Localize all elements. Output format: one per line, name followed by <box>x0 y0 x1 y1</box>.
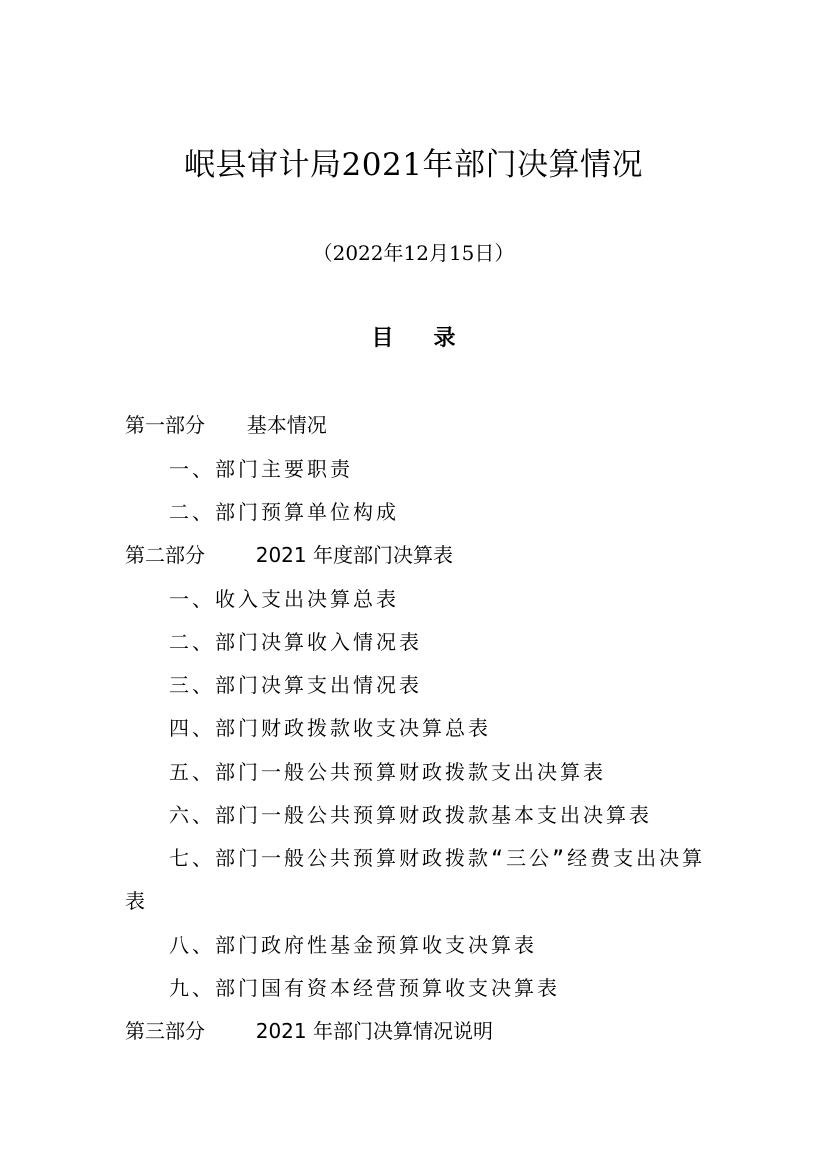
toc-item[interactable]: 八、部门政府性基金预算收支决算表 <box>169 933 537 957</box>
toc-item[interactable]: 七、部门一般公共预算财政拨款“三公”经费支出决算 <box>169 846 706 870</box>
toc-part-1[interactable] <box>125 411 327 439</box>
toc-part-label: 第二部分 <box>125 543 205 567</box>
toc-item[interactable]: 一、收入支出决算总表 <box>169 587 399 611</box>
toc-part-label: 第一部分 <box>125 413 205 437</box>
toc-heading <box>0 322 827 356</box>
toc-part-title: 基本情况 <box>246 413 327 437</box>
toc-item[interactable]: 二、部门决算收入情况表 <box>169 630 422 654</box>
toc-part-2[interactable] <box>125 541 453 569</box>
toc-heading-char-2: 录 <box>433 326 456 351</box>
toc-item[interactable]: 一、部门主要职责 <box>169 457 353 481</box>
toc-item[interactable]: 六、部门一般公共预算财政拨款基本支出决算表 <box>169 803 652 827</box>
toc-item[interactable]: 四、部门财政拨款收支决算总表 <box>169 716 491 740</box>
toc-item[interactable]: 九、部门国有资本经营预算收支决算表 <box>169 976 560 1000</box>
toc-part-title: 2021 年部门决算情况说明 <box>255 1019 493 1043</box>
toc-part-title: 2021 年度部门决算表 <box>255 543 453 567</box>
toc-heading-char-1: 目 <box>371 326 394 351</box>
toc-part-label: 第三部分 <box>125 1019 205 1043</box>
toc-item-continuation[interactable]: 表 <box>125 889 145 913</box>
document-date: （2022年12月15日） <box>312 241 515 265</box>
toc-item[interactable]: 二、部门预算单位构成 <box>169 500 399 524</box>
page-title: 岷县审计局2021年部门决算情况 <box>184 147 643 183</box>
toc-part-3[interactable] <box>125 1017 493 1045</box>
toc-item[interactable]: 三、部门决算支出情况表 <box>169 673 422 697</box>
toc-item[interactable]: 五、部门一般公共预算财政拨款支出决算表 <box>169 760 606 784</box>
